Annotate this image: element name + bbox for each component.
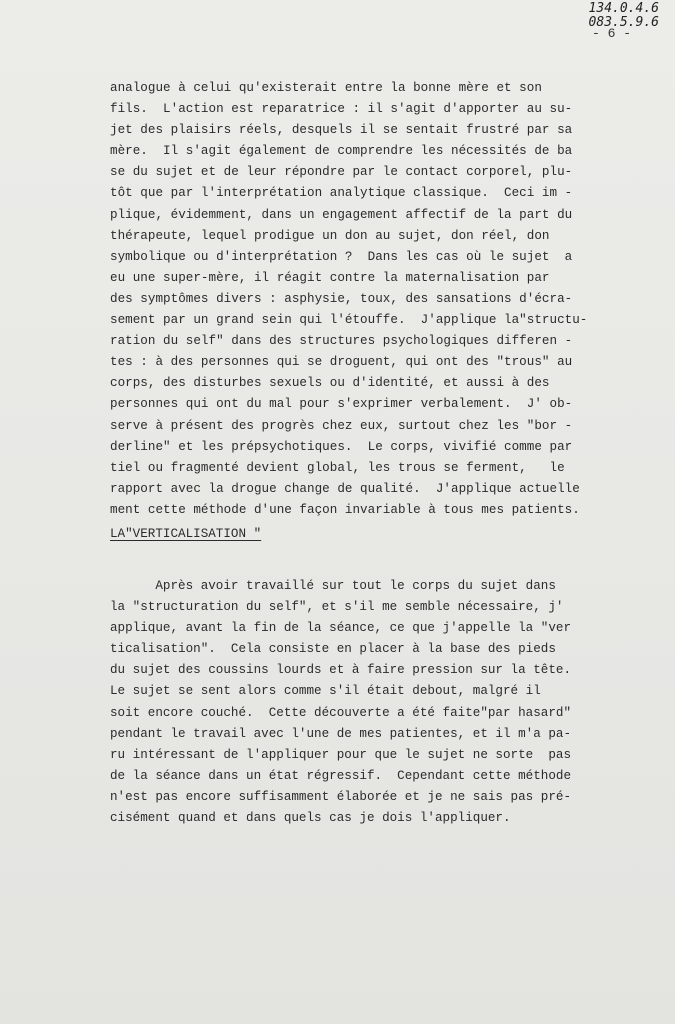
text-line: soit encore couché. Cette découverte a été faite"par hasard" (110, 705, 572, 720)
text-line: jet des plaisirs réels, desquels il se sentait frustré par sa (110, 123, 573, 138)
archive-line: 083.5.9.6 (588, 15, 659, 30)
text-line: ticalisation". Cela consiste en placer à la base des pieds (110, 642, 556, 657)
text-line: eu une super-mère, il réagit contre la maternalisation par (110, 270, 550, 285)
text-line: tôt que par l'interprétation analytique classique. Ceci im - (110, 186, 573, 201)
text-line: plique, évidemment, dans un engagement affectif de la part du (110, 207, 573, 222)
section-heading: LA"VERTICALISATION " (110, 527, 262, 541)
text-line: pendant le travail avec l'une de mes patientes, et il m'a pa- (110, 726, 572, 741)
text-line: ration du self" dans des structures psychologiques differen - (110, 334, 573, 349)
text-line: sement par un grand sein qui l'étouffe. J'applique la"structu- (110, 313, 588, 328)
text-line: du sujet des coussins lourds et à faire pression sur la tête. (110, 663, 572, 678)
text-line: des symptômes divers : asphysie, toux, des sansations d'écra- (110, 291, 573, 306)
text-line: thérapeute, lequel prodigue un don au sujet, don réel, don (110, 228, 550, 243)
text-line: corps, des disturbes sexuels ou d'identité, et aussi à des (110, 376, 550, 391)
archive-line: 134.0.4.6 (588, 1, 659, 16)
text-line: n'est pas encore suffisamment élaborée et je ne sais pas pré- (110, 789, 572, 804)
text-line: la "structuration du self", et s'il me semble nécessaire, j' (110, 600, 564, 615)
text-line: tiel ou fragmenté devient global, les trous se ferment, le (110, 460, 565, 475)
page-number: - 6 - (592, 26, 632, 41)
text-line: personnes qui ont du mal pour s'exprimer verbalement. J' ob- (110, 397, 573, 412)
text-line: Après avoir travaillé sur tout le corps du sujet dans (110, 579, 556, 593)
text-line: rapport avec la drogue change de qualité. J'applique actuelle (110, 481, 580, 496)
text-line: ment cette méthode d'une façon invariable à tous mes patients. (110, 502, 580, 517)
text-line: se du sujet et de leur répondre par le contact corporel, plu- (110, 165, 573, 180)
text-line: analogue à celui qu'existerait entre la bonne mère et son (110, 81, 542, 95)
paragraph-1 (110, 78, 650, 521)
text-line: Le sujet se sent alors comme s'il était debout, malgré il (110, 684, 541, 699)
paragraph-2 (110, 576, 650, 829)
text-line: mère. Il s'agit également de comprendre les nécessités de ba (110, 144, 573, 159)
text-line: de la séance dans un état régressif. Cependant cette méthode (110, 768, 572, 783)
text-line: fils. L'action est reparatrice : il s'agit d'apporter au su- (110, 102, 573, 117)
text-line: applique, avant la fin de la séance, ce que j'appelle la "ver (110, 621, 572, 636)
text-line: tes : à des personnes qui se droguent, qui ont des "trous" au (110, 355, 573, 370)
text-line: ru intéressant de l'appliquer pour que le sujet ne sorte pas (110, 747, 572, 762)
text-line: serve à présent des progrès chez eux, surtout chez les "bor - (110, 418, 573, 433)
text-line: derline" et les prépsychotiques. Le corps, vivifié comme par (110, 439, 573, 454)
text-line: cisément quand et dans quels cas je dois l'appliquer. (110, 811, 511, 826)
text-line: symbolique ou d'interprétation ? Dans les cas où le sujet a (110, 249, 573, 264)
